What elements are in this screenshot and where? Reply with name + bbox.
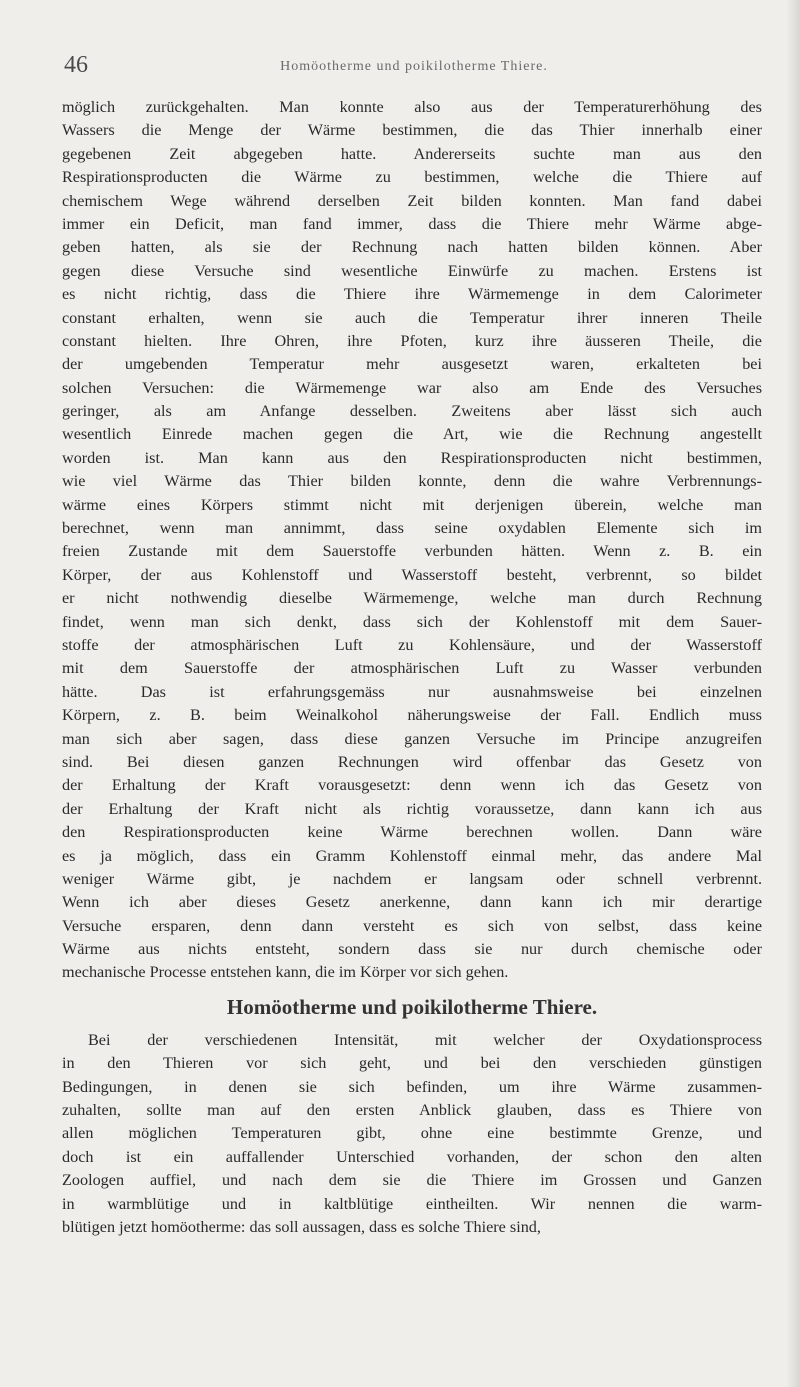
text-line: weniger Wärme gibt, je nachdem er langsam oder schnell verbrennt. xyxy=(62,869,762,888)
text-line: blütigen jetzt homöotherme: das soll aussagen, dass es solche Thiere sind, xyxy=(62,1217,541,1236)
section-heading: Homöotherme und poikilotherme Thiere. xyxy=(226,994,598,1019)
page-number: 46 xyxy=(64,52,88,78)
text-line: wie viel Wärme das Thier bilden konnte, denn die wahre Verbrennungs- xyxy=(62,472,762,491)
text-line: Zoologen auffiel, und nach dem sie die Thiere im Grossen und Ganzen xyxy=(62,1171,762,1190)
text-line: allen möglichen Temperaturen gibt, ohne eine bestimmte Grenze, und xyxy=(62,1124,762,1143)
page-header xyxy=(64,52,764,82)
text-line: sind. Bei diesen ganzen Rechnungen wird offenbar das Gesetz von xyxy=(62,752,762,771)
text-line: in warmblütige und in kaltblütige eintheilten. Wir nennen die warm- xyxy=(62,1194,762,1213)
text-line: in den Thieren vor sich geht, und bei den verschieden günstigen xyxy=(62,1054,762,1073)
text-line: immer ein Deficit, man fand immer, dass die Thiere mehr Wärme abge- xyxy=(62,214,762,233)
running-title: Homöotherme und poikilotherme Thiere. xyxy=(280,59,548,74)
text-line: Respirationsproducten die Wärme zu bestimmen, welche die Thiere auf xyxy=(62,168,762,187)
text-line: mit dem Sauerstoffe der atmosphärischen Luft zu Wasser verbunden xyxy=(62,659,762,678)
text-line: berechnet, wenn man annimmt, dass seine oxydablen Elemente sich im xyxy=(62,519,762,538)
text-line: Körpern, z. B. beim Weinalkohol näherungsweise der Fall. Endlich muss xyxy=(62,706,762,725)
text-line: Bei der verschiedenen Intensität, mit welcher der Oxydationsprocess xyxy=(88,1030,762,1049)
text-line: Wenn ich aber dieses Gesetz anerkenne, dann kann ich mir derartige xyxy=(62,893,762,912)
text-line: es ja möglich, dass ein Gramm Kohlenstoff einmal mehr, das andere Mal xyxy=(62,846,762,865)
text-line: zuhalten, sollte man auf den ersten Anblick glauben, dass es Thiere von xyxy=(62,1101,762,1120)
text-line: Versuche ersparen, denn dann versteht es sich von selbst, dass keine xyxy=(62,916,762,935)
text-line: freien Zustande mit dem Sauerstoffe verbunden hätten. Wenn z. B. ein xyxy=(62,542,762,561)
text-line: wesentlich Einrede machen gegen die Art, wie die Rechnung angestellt xyxy=(62,425,762,444)
paragraph-2 xyxy=(62,1029,762,1240)
text-line: chemischem Wege während derselben Zeit bilden konnten. Man fand dabei xyxy=(62,191,762,210)
text-line: man sich aber sagen, dass diese ganzen Versuche im Principe anzugreifen xyxy=(62,729,762,748)
body-text xyxy=(62,96,762,1239)
text-line: constant hielten. Ihre Ohren, ihre Pfoten, kurz ihre äusseren Theile, die xyxy=(62,331,762,350)
text-line: stoffe der atmosphärischen Luft zu Kohlensäure, und der Wasserstoff xyxy=(62,635,762,654)
text-line: worden ist. Man kann aus den Respirationsproducten nicht bestimmen, xyxy=(62,448,762,467)
text-line: constant erhalten, wenn sie auch die Temperatur ihrer inneren Theile xyxy=(62,308,762,327)
text-line: es nicht richtig, dass die Thiere ihre Wärmemenge in dem Calorimeter xyxy=(62,285,762,304)
text-line: möglich zurückgehalten. Man konnte also aus der Temperaturerhöhung des xyxy=(62,98,762,116)
text-line: Wassers die Menge der Wärme bestimmen, die das Thier innerhalb einer xyxy=(62,121,762,140)
text-line: der Erhaltung der Kraft vorausgesetzt: denn wenn ich das Gesetz von xyxy=(62,776,762,795)
text-line: gegen diese Versuche sind wesentliche Einwürfe zu machen. Erstens ist xyxy=(62,261,762,280)
text-line: findet, wenn man sich denkt, dass sich der Kohlenstoff mit dem Sauer- xyxy=(62,612,762,631)
text-line: mechanische Processe entstehen kann, die im Körper vor sich gehen. xyxy=(62,963,509,982)
text-line: der Erhaltung der Kraft nicht als richtig voraussetze, dann kann ich aus xyxy=(62,799,762,818)
text-line: gegebenen Zeit abgegeben hatte. Andererseits suchte man aus den xyxy=(62,144,762,163)
text-line: Bedingungen, in denen sie sich befinden, um ihre Wärme zusammen- xyxy=(62,1077,762,1096)
text-line: geringer, als am Anfange desselben. Zweitens aber lässt sich auch xyxy=(62,402,762,421)
text-line: er nicht nothwendig dieselbe Wärmemenge, welche man durch Rechnung xyxy=(62,589,762,608)
text-line: Körper, der aus Kohlenstoff und Wasserstoff besteht, verbrennt, so bildet xyxy=(62,565,762,584)
text-line: hätte. Das ist erfahrungsgemäss nur ausnahmsweise bei einzelnen xyxy=(62,682,762,701)
page-edge-shadow xyxy=(786,0,800,1387)
text-line: doch ist ein auffallender Unterschied vorhanden, der schon den alten xyxy=(62,1147,762,1166)
text-line: der umgebenden Temperatur mehr ausgesetzt waren, erkalteten bei xyxy=(62,355,762,374)
text-line: Wärme aus nichts entsteht, sondern dass sie nur durch chemische oder xyxy=(62,940,762,959)
text-line: solchen Versuchen: die Wärmemenge war also am Ende des Versuches xyxy=(62,378,762,397)
text-line: geben hatten, als sie der Rechnung nach hatten bilden können. Aber xyxy=(62,238,762,257)
paragraph-1 xyxy=(62,96,762,985)
text-line: wärme eines Körpers stimmt nicht mit derjenigen überein, welche man xyxy=(62,495,762,514)
text-line: den Respirationsproducten keine Wärme berechnen wollen. Dann wäre xyxy=(62,823,762,842)
